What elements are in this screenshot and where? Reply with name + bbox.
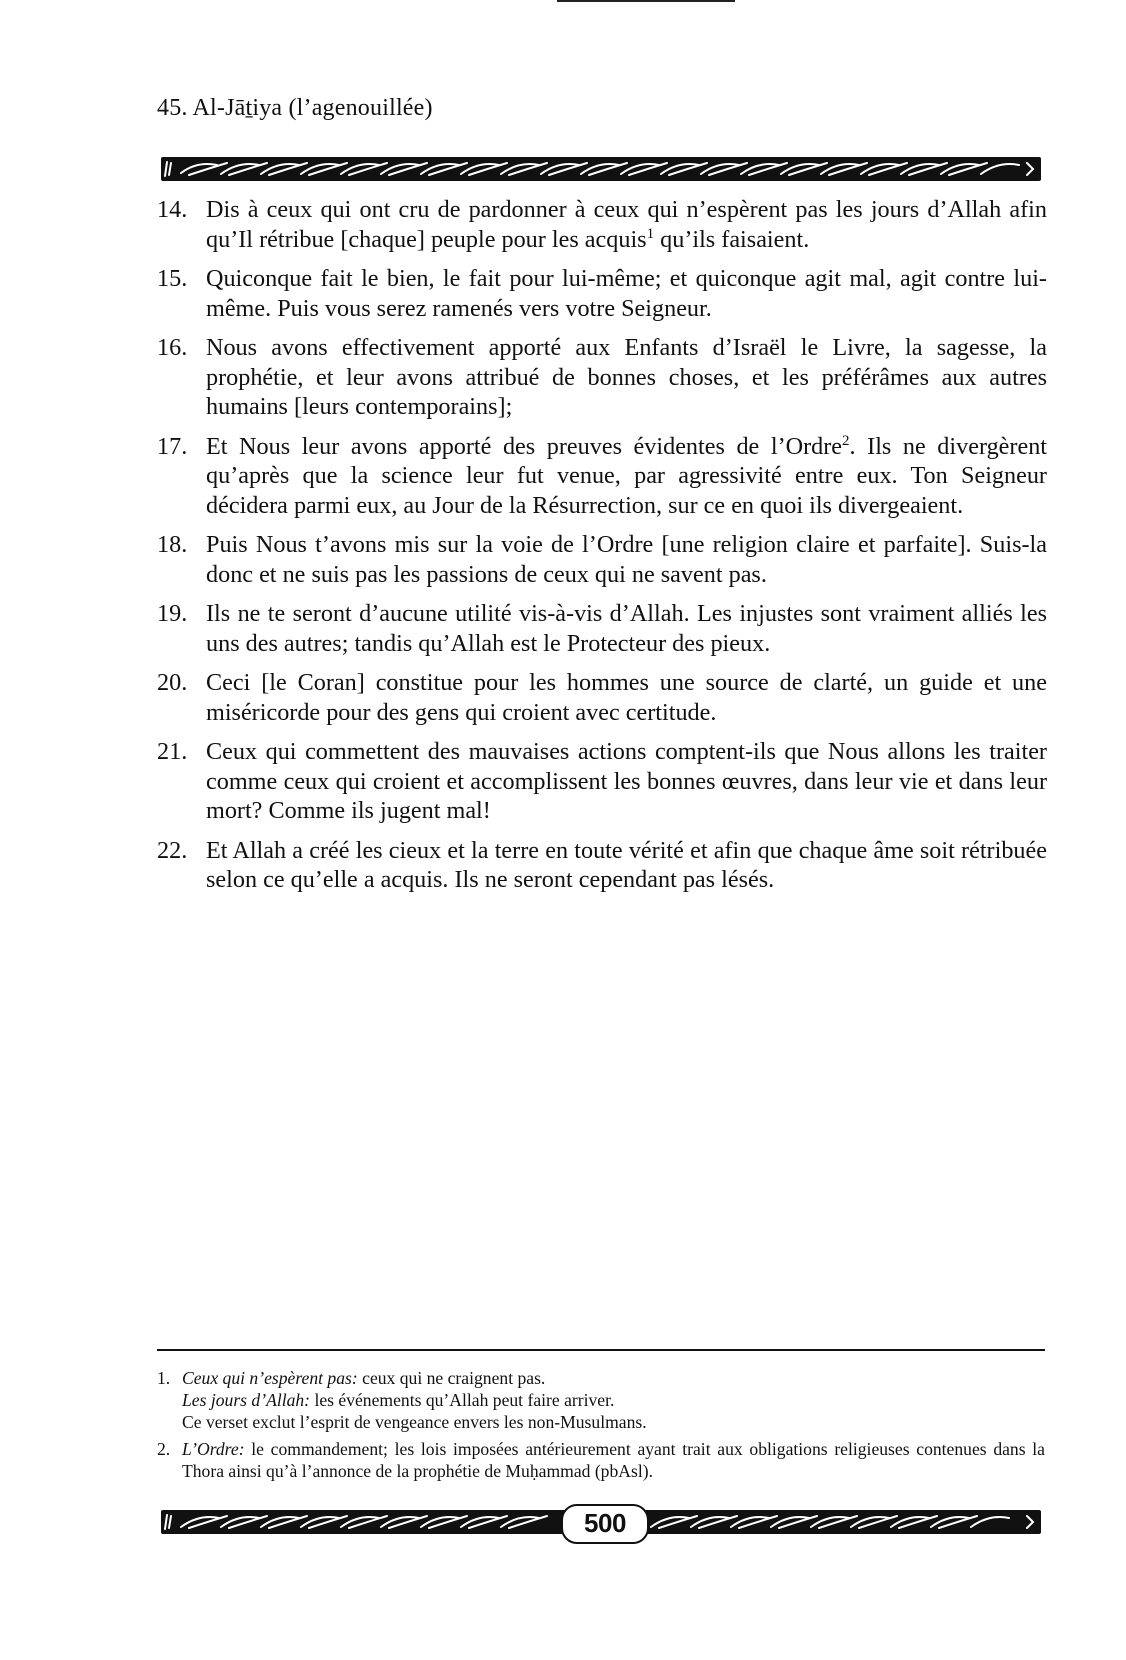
verse-text: Nous avons effectivement apporté aux Enfants d’Israël le Livre, la sagesse, la prophétie, et leur avons attribué de bonnes choses, et les préférâmes aux autres humains [leurs contemporains]; <box>206 334 1047 420</box>
footnote-number: 1. <box>157 1368 171 1388</box>
footnote-definition: le commandement; les lois imposées antérieurement ayant trait aux obligations religieuses contenues dans la Thora ainsi qu’à l’annonce de la prophétie de Muḥammad (pbAsl). <box>182 1439 1045 1481</box>
verse-text: Ceci [le Coran] constitue pour les hommes une source de clarté, un guide et une miséricorde pour des gens qui croient avec certitude. <box>206 669 1047 726</box>
footnote-term: Ceux qui n’espèrent pas: <box>182 1368 358 1388</box>
verse-text: qu’ils faisaient. <box>654 225 810 253</box>
top-ornament-band <box>161 157 1041 181</box>
verse-18 <box>157 530 1047 589</box>
footnotes <box>157 1367 1045 1487</box>
verse-16 <box>157 333 1047 422</box>
verse-text: Puis Nous t’avons mis sur la voie de l’Ordre [une religion claire et parfaite]. Suis-la donc et ne suis pas les passions de ceux qui ne savent pas. <box>206 531 1047 588</box>
footnote-definition: les événements qu’Allah peut faire arriver. <box>310 1390 615 1410</box>
verse-14 <box>157 195 1047 254</box>
top-rule <box>557 0 735 2</box>
verse-number: 15. <box>157 265 188 292</box>
verse-number: 22. <box>157 836 188 864</box>
footnote-term: Les jours d’Allah: <box>182 1390 311 1410</box>
page-header: 45. Al-Jāṯiya (l’agenouillée) <box>157 95 433 121</box>
verse-list <box>157 195 1047 905</box>
verse-number: 21. <box>157 738 188 765</box>
verse-number: 20. <box>157 669 188 696</box>
verse-number: 19. <box>157 600 188 627</box>
verse-21 <box>157 737 1047 826</box>
footnote-term: L’Ordre: <box>182 1439 245 1459</box>
footnote-2 <box>157 1438 1045 1482</box>
verse-text: Et Allah a créé les cieux et la terre en toute vérité et afin que chaque âme soit rétribuée selon ce qu’elle a acquis. Ils ne seront cependant pas lésés. <box>206 836 1047 893</box>
footnote-number: 2. <box>157 1439 171 1459</box>
footnote-definition: ceux qui ne craignent pas. <box>357 1368 546 1388</box>
verse-text: Quiconque fait le bien, le fait pour lui-même; et quiconque agit mal, agit contre lui-même. Puis vous serez ramenés vers votre Seigneur. <box>206 265 1047 322</box>
footnote-line: Ce verset exclut l’esprit de vengeance envers les non-Musulmans. <box>182 1412 647 1432</box>
verse-number: 18. <box>157 531 188 558</box>
page-number: 500 <box>561 1504 649 1544</box>
verse-text: Dis à ceux qui ont cru de pardonner à ceux qui n’espèrent pas les jours d’Allah afin qu’Il rétribue [chaque] peuple pour les acquis <box>206 196 1047 253</box>
verse-text: Ceux qui commettent des mauvaises actions comptent-ils que Nous allons les traiter comme ceux qui croient et accomplissent les bonnes œuvres, dans leur vie et dans leur mort? Comme ils jugent mal! <box>206 738 1047 824</box>
verse-number: 17. <box>157 432 188 460</box>
verse-number: 16. <box>157 334 188 361</box>
verse-17 <box>157 432 1047 521</box>
verse-15 <box>157 264 1047 323</box>
verse-text: Et Nous leur avons apporté des preuves évidentes de l’Ordre <box>206 432 843 460</box>
footnote-line <box>182 1367 1045 1389</box>
footnote-1 <box>157 1367 1045 1433</box>
footnote-ref: 1 <box>646 225 655 242</box>
verse-text: . Ils ne divergèrent qu’après que la science leur fut venue, par agressivité entre eux. Ton Seigneur décidera parmi eux, au Jour de la Résurrection, sur ce en quoi ils divergeaient. <box>206 432 1048 519</box>
verse-20 <box>157 668 1047 727</box>
verse-19 <box>157 599 1047 658</box>
verse-text: Ils ne te seront d’aucune utilité vis-à-vis d’Allah. Les injustes sont vraiment alliés les uns des autres; tandis qu’Allah est le Protecteur des pieux. <box>206 600 1047 657</box>
footnote-divider <box>157 1349 1045 1351</box>
verse-number: 14. <box>157 196 188 223</box>
footnote-ref: 2 <box>842 432 850 449</box>
verse-22 <box>157 836 1047 895</box>
footnote-line <box>182 1389 1045 1411</box>
